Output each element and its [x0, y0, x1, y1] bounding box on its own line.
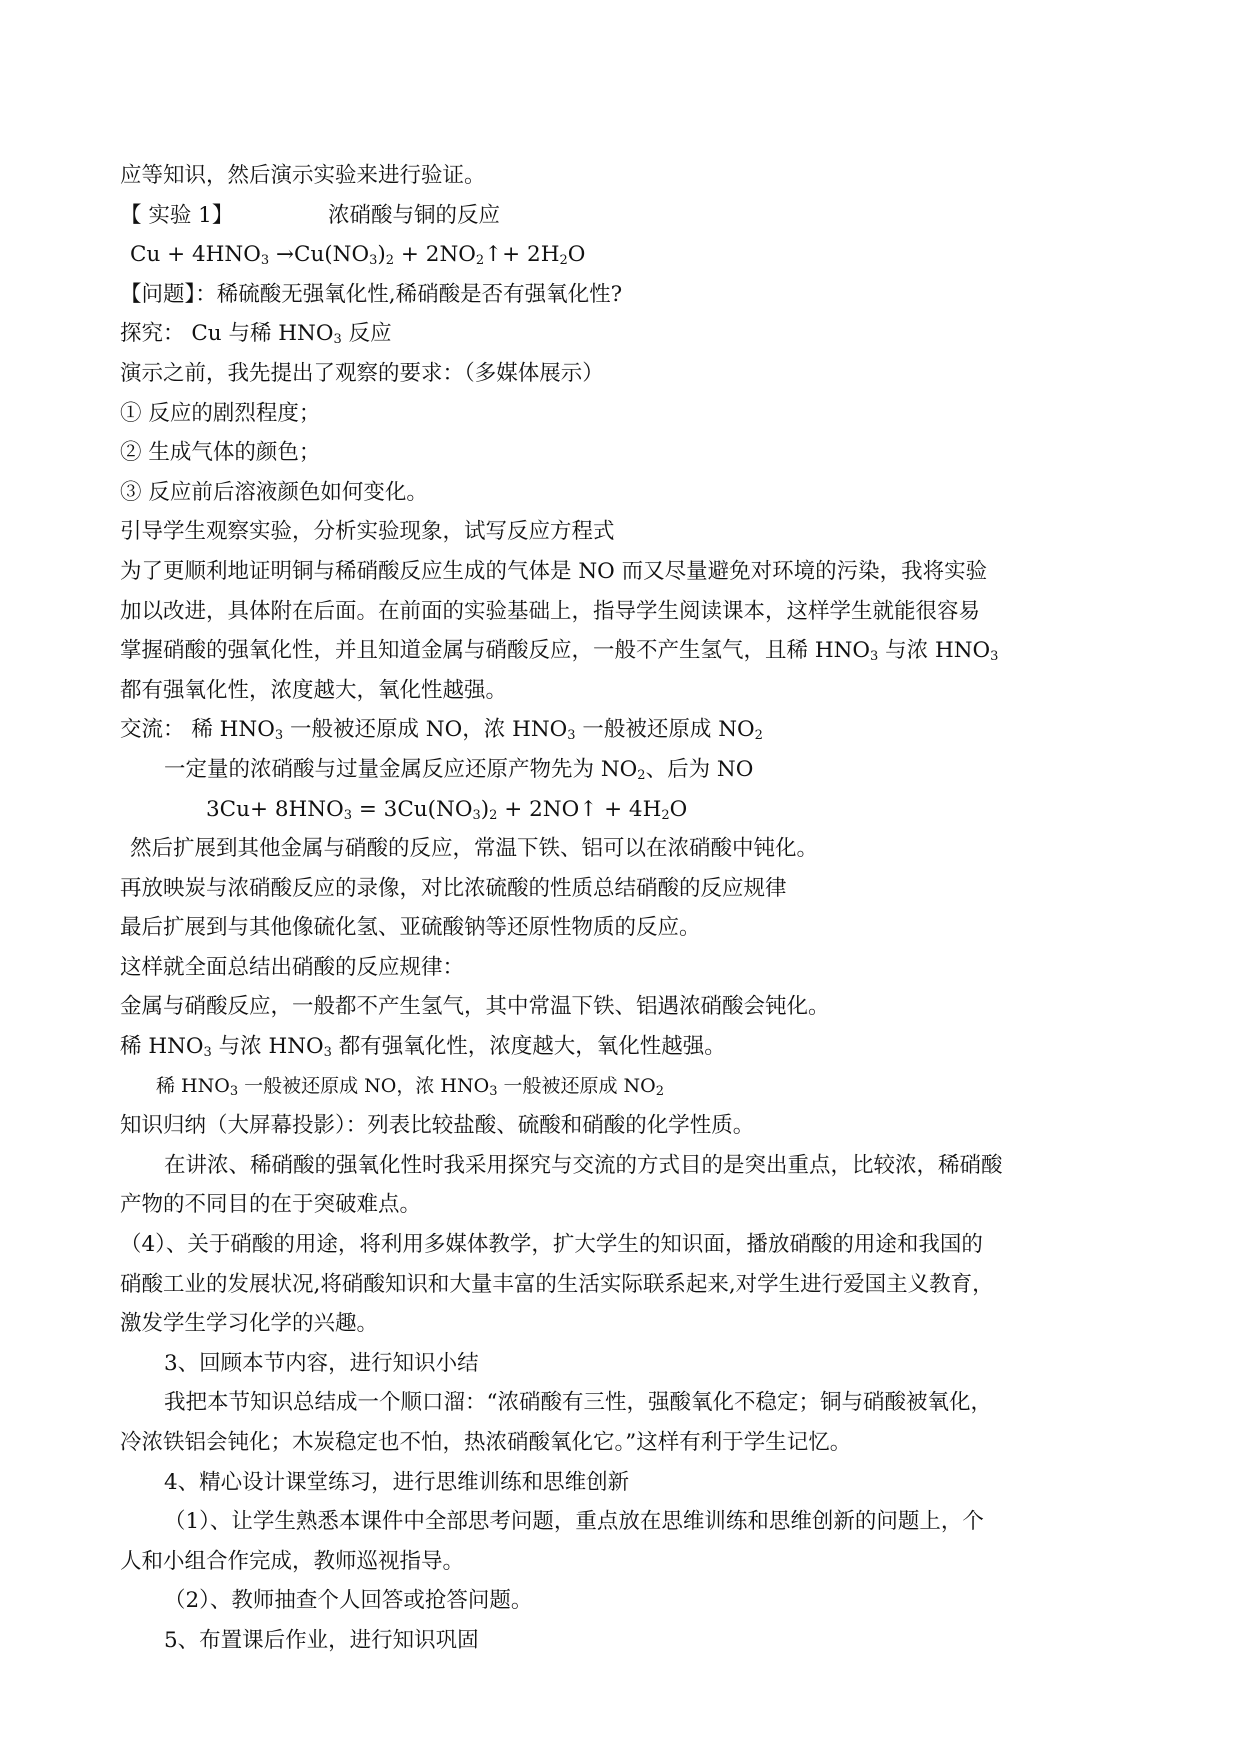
- text-line: 加以改进，具体附在后面。在前面的实验基础上，指导学生阅读课本，这样学生就能很容易: [120, 598, 981, 624]
- text-line: 这样就全面总结出硝酸的反应规律：: [120, 954, 465, 980]
- text-line: 再放映炭与浓硝酸反应的录像，对比浓硫酸的性质总结硝酸的反应规律: [120, 875, 787, 901]
- text-line: （1）、让学生熟悉本课件中全部思考问题，重点放在思维训练和思维创新的问题上，个: [164, 1509, 984, 1535]
- section-heading: 4、精心设计课堂练习，进行思维训练和思维创新: [164, 1469, 630, 1495]
- list-item: ③ 反应前后溶液颜色如何变化。: [120, 479, 428, 505]
- text-line: 交流： 稀 $HNO_3$ 一般被还原成 NO，浓 $HNO_3$ 一般被还原成 $NO_2$: [120, 717, 763, 744]
- text-line: 最后扩展到与其他像硫化氢、亚硫酸钠等还原性物质的反应。: [120, 915, 701, 941]
- equation-line: $3Cu+ 8HNO_3 = 3Cu(NO_3)_2$ + 2NO↑ + $4H_2O$: [206, 796, 688, 823]
- text-line: 硝酸工业的发展状况,将硝酸知识和大量丰富的生活实际联系起来,对学生进行爱国主义教育，: [120, 1271, 994, 1297]
- text-line: 应等知识，然后演示实验来进行验证。: [120, 163, 486, 188]
- text-line: 【问题】：稀硫酸无强氧化性,稀硝酸是否有强氧化性?: [120, 281, 623, 307]
- text-line: 我把本节知识总结成一个顺口溜：“浓硝酸有三性，强酸氧化不稳定；铜与硝酸被氧化，: [164, 1390, 992, 1416]
- text-line: 演示之前，我先提出了观察的要求：（多媒体展示）: [120, 360, 604, 386]
- text-line: 激发学生学习化学的兴趣。: [120, 1311, 379, 1337]
- text-line: 为了更顺利地证明铜与稀硝酸反应生成的气体是 NO 而又尽量避免对环境的污染，我将实验: [120, 558, 988, 584]
- text-line: 金属与硝酸反应，一般都不产生氢气，其中常温下铁、铝遇浓硝酸会钝化。: [120, 994, 830, 1020]
- text-line: 冷浓铁铝会钝化；木炭稳定也不怕，热浓硝酸氧化它。”这样有利于学生记忆。: [120, 1430, 852, 1455]
- list-item: ② 生成气体的颜色；: [120, 440, 321, 466]
- text-line: 然后扩展到其他金属与硝酸的反应，常温下铁、铝可以在浓硝酸中钝化。: [130, 836, 819, 862]
- text-line: 引导学生观察实验，分析实验现象，试写反应方程式: [120, 519, 615, 545]
- equation-line: $Cu + 4HNO_3 \to Cu(NO_3)_2$ + $2NO_2↑+ 2H_2O$: [130, 242, 586, 269]
- text-line: 知识归纳（大屏幕投影）：列表比较盐酸、硫酸和硝酸的化学性质。: [120, 1113, 755, 1139]
- text-line: 产物的不同目的在于突破难点。: [120, 1192, 422, 1218]
- text-line: （4）、关于硝酸的用途，将利用多媒体教学，扩大学生的知识面，播放硝酸的用途和我国的: [120, 1232, 983, 1258]
- text-line: 都有强氧化性，浓度越大，氧化性越强。: [120, 677, 508, 703]
- text-line: 在讲浓、稀硝酸的强氧化性时我采用探究与交流的方式目的是突出重点，比较浓，稀硝酸: [164, 1152, 1003, 1178]
- text-line: 稀 $HNO_3$ 一般被还原成 NO，浓 $HNO_3$ 一般被还原成 $NO_2$: [156, 1074, 665, 1099]
- text-line: 人和小组合作完成，教师巡视指导。: [120, 1548, 465, 1574]
- text-line: 探究： Cu 与稀 $HNO_3$ 反应: [120, 321, 392, 348]
- text-line: 稀 $HNO_3$ 与浓 $HNO_3$ 都有强氧化性，浓度越大，氧化性越强。: [120, 1034, 726, 1061]
- section-heading: 5、布置课后作业，进行知识巩固: [164, 1627, 479, 1653]
- experiment-heading: 【 实验 1】 浓硝酸与铜的反应: [120, 202, 501, 228]
- text-line: 掌握硝酸的强氧化性，并且知道金属与硝酸反应，一般不产生氢气，且稀 $HNO_3$ 与浓 $HNO_3$: [120, 638, 999, 665]
- text-line: （2）、教师抽查个人回答或抢答问题。: [164, 1588, 533, 1614]
- list-item: ① 反应的剧烈程度；: [120, 400, 321, 426]
- text-line: 一定量的浓硝酸与过量金属反应还原产物先为 $NO_2$、后为 NO: [164, 756, 754, 783]
- section-heading: 3、回顾本节内容，进行知识小结: [164, 1350, 479, 1376]
